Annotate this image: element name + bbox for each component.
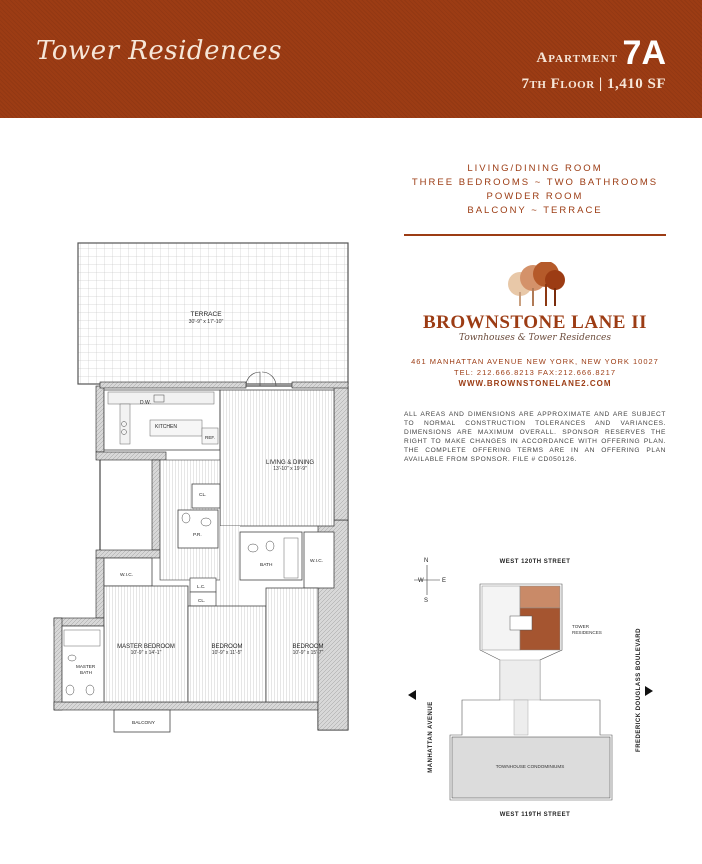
compass-south: S <box>424 598 429 604</box>
living-label: LIVING & DINING <box>265 460 315 466</box>
logo-tagline: Townhouses & Tower Residences <box>459 333 611 343</box>
tower-label-1: TOWER <box>572 624 590 629</box>
terrace-highlight <box>520 586 560 608</box>
linen-closet-label: L.C. <box>197 584 206 589</box>
street-top: WEST 120TH STREET <box>499 559 571 565</box>
master-bath-label-1: MASTER <box>76 664 96 669</box>
balcony-label: BALCONY <box>132 721 155 726</box>
arrow-right-icon <box>645 686 653 696</box>
closet-2-label: CL. <box>198 598 206 603</box>
feature-item: LIVING/DINING ROOM <box>467 163 603 174</box>
dw-label: D.W. <box>140 400 151 406</box>
website-link[interactable]: WWW.BROWNSTONELANE2.COM <box>458 379 612 388</box>
apartment-label: Apartment <box>536 50 618 66</box>
bath-label: BATH <box>260 563 273 568</box>
phone-fax: TEL: 212.666.8213 FAX:212.666.8217 <box>453 368 617 377</box>
avenue-left: MANHATTAN AVENUE <box>428 701 434 773</box>
brand-title: Tower Residences <box>36 36 282 66</box>
bedroom-1-label: BEDROOM <box>211 644 243 650</box>
townhouse-label: TOWNHOUSE CONDOMINIUMS <box>495 764 565 769</box>
wic-left-label: W.I.C. <box>120 573 134 578</box>
living-dims: 13'-10" x 19'-9" <box>273 466 307 472</box>
master-bath-label-2: BATH <box>80 670 92 675</box>
closet-label: CL. <box>199 493 207 498</box>
tower-label-2: RESIDENCES <box>572 630 602 635</box>
compass-north: N <box>424 558 429 564</box>
powder-room-label: P.R. <box>193 533 202 538</box>
logo-name: BROWNSTONE LANE II <box>422 312 648 333</box>
address: 461 MANHATTAN AVENUE NEW YORK, NEW YORK 10027 <box>411 357 659 366</box>
disclaimer: ALL AREAS AND DIMENSIONS ARE APPROXIMATE AND ARE SUBJECT TO NORMAL CONSTRUCTION TOLERANCES AND VARIANCES. DIMENSIONS ARE MAXIMUM OVERALL. SPONSOR RESERVES THE RIGHT TO MAKE CHANGES IN ACCORDANCE WITH OFFERING PLAN. THE COMPLETE OFFERING TERMS ARE IN AN OFFERING PLAN AVAILABLE FROM SPONSOR. FILE # CD050126. <box>404 411 666 463</box>
kitchen-label: KITCHEN <box>155 424 177 430</box>
feature-item: BALCONY ~ TERRACE <box>467 205 603 216</box>
compass-icon <box>414 558 446 604</box>
bedroom-2-label: BEDROOM <box>292 644 324 650</box>
master-bedroom-dims: 10'-9" x 14'-1" <box>130 650 162 656</box>
master-bedroom-label: MASTER BEDROOM <box>117 644 175 650</box>
arrow-left-icon <box>408 690 416 700</box>
feature-item: POWDER ROOM <box>486 191 584 202</box>
feature-item: THREE BEDROOMS ~ TWO BATHROOMS <box>411 177 659 188</box>
wic-right-label: W.I.C. <box>310 559 324 564</box>
terrace-label: TERRACE <box>190 311 222 318</box>
terrace-dims: 30'-9" x 17'-10" <box>188 319 224 325</box>
ref-label: REF. <box>205 435 215 440</box>
bedroom-2-dims: 10'-9" x 15'-7" <box>292 650 324 656</box>
floor-info: 7th Floor | 1,410 SF <box>521 76 666 92</box>
bedroom-1-dims: 10'-9" x 11'-5" <box>211 650 243 656</box>
apartment-number: 7A <box>622 34 666 72</box>
compass-east: E <box>442 578 447 584</box>
street-bottom: WEST 119TH STREET <box>499 812 571 818</box>
compass-west: W <box>418 578 424 584</box>
avenue-right: FREDERICK DOUGLASS BOULEVARD <box>636 628 642 752</box>
